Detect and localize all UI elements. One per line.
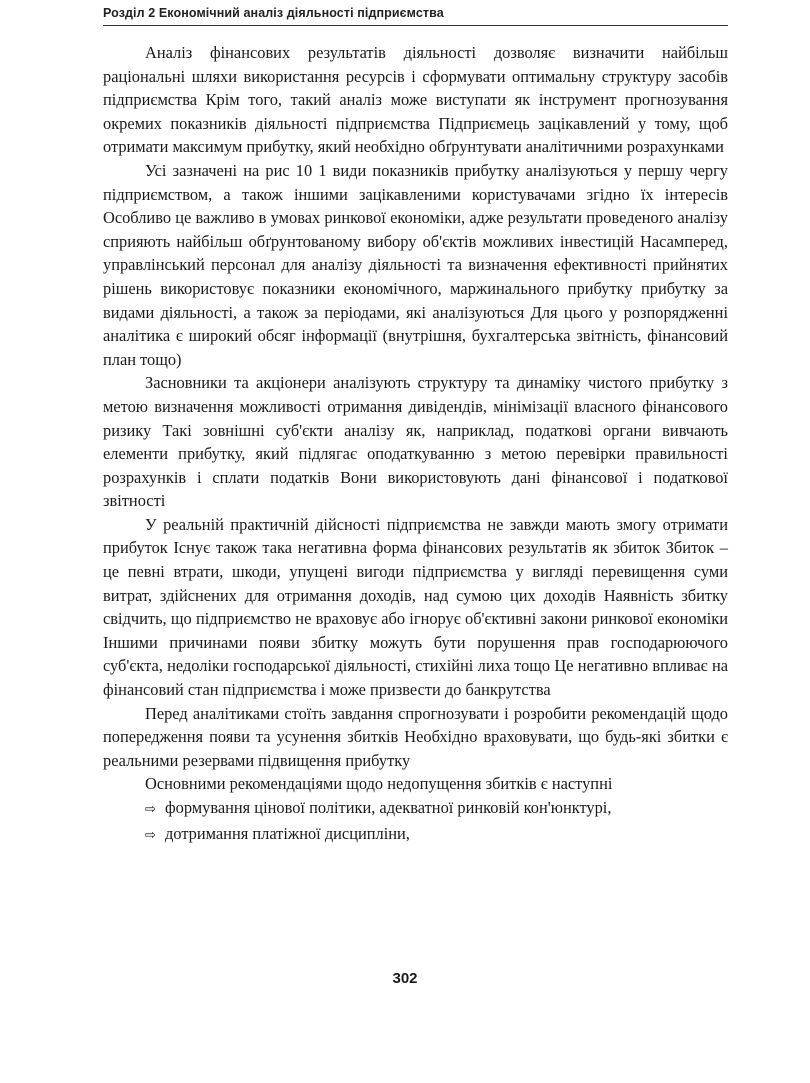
running-header: Розділ 2 Економічний аналіз діяльності підприємства (103, 6, 444, 20)
paragraph-5: Перед аналітиками стоїть завдання спрогнозувати і розробити рекомендацій щодо попередження появи та усунення збитків Необхідно враховувати, що будь-які збитки є реальними резервами підвищення прибутку (103, 703, 728, 770)
list-item-text: дотримання платіжної дисципліни, (165, 823, 410, 843)
recommendations-list (103, 796, 728, 847)
page-number: 302 (392, 970, 418, 987)
list-item (103, 822, 728, 848)
paragraph-6: Основними рекомендаціями щодо недопущення збитків є наступні (145, 774, 613, 794)
hollow-right-arrow-icon: ⇨ (145, 827, 156, 843)
paragraph-4: У реальній практичній дійсності підприємства не завжди мають змогу отримати прибуток Існує також така негативна форма фінансових результатів як збиток Збиток – це певні втрати, шкоди, упущені вигоди підприємства у вигляді перевищення суми витрат, здійснених для отримання доходів, над сумою цих доходів Наявність збитку свідчить, що підприємство не враховує або ігнорує об'єктивні закони ринкової економіки Іншими причинами появи збитку можуть бути порушення прав господарюючого суб'єкта, недоліки господарської діяльності, стихійні лиха тощо Це негативно впливає на фінансовий стан підприємства і може призвести до банкрутства (103, 514, 728, 700)
list-item (103, 796, 728, 822)
list-item-text: формування цінової політики, адекватної ринковій кон'юнктурі, (165, 798, 612, 817)
paragraph-3: Засновники та акціонери аналізують структуру та динаміку чистого прибутку з метою визначення можливості отримання дивідендів, мінімізації власного фінансового ризику Такі зовнішні суб'єкти аналізу як, наприклад, податкові органи вивчають елементи прибутку, який підлягає оподаткуванню з метою перевірки правильності розрахунків і сплати податків Вони використовують дані фінансової і податкової звітності (103, 373, 728, 511)
hollow-right-arrow-icon: ⇨ (145, 802, 156, 817)
body-text (103, 41, 728, 847)
paragraph-1: Аналіз фінансових результатів діяльності дозволяє визначити найбільш раціональні шляхи використання ресурсів і сформувати оптимальну структуру засобів підприємства Крім того, такий аналіз може виступати як інструмент прогнозування окремих показників діяльності підприємства Підприємець зацікавлений у тому, щоб отримати максимум прибутку, який необхідно обґрунтувати аналітичними розрахунками (103, 43, 728, 157)
header-rule (103, 25, 728, 26)
paragraph-2: Усі зазначені на рис 10 1 види показників прибутку аналізуються у першу чергу підприємством, а також іншими зацікавленими користувачами згідно їх інтересів Особливо це важливо в умовах ринкової економіки, адже результати проведеного аналізу сприяють найбільш обґрунтованому вибору об'єктів можливих інвестицій Насамперед, управлінський персонал для аналізу діяльності та визначення ефективності прийнятих рішень використовує показники економічного, маржинального прибутку прибутку за видами діяльності, а також за періодами, які аналізуються Для цього у розпорядженні аналітика є широкий обсяг інформації (внутрішня, бухгалтерська звітність, фінансовий план тощо) (103, 160, 728, 369)
